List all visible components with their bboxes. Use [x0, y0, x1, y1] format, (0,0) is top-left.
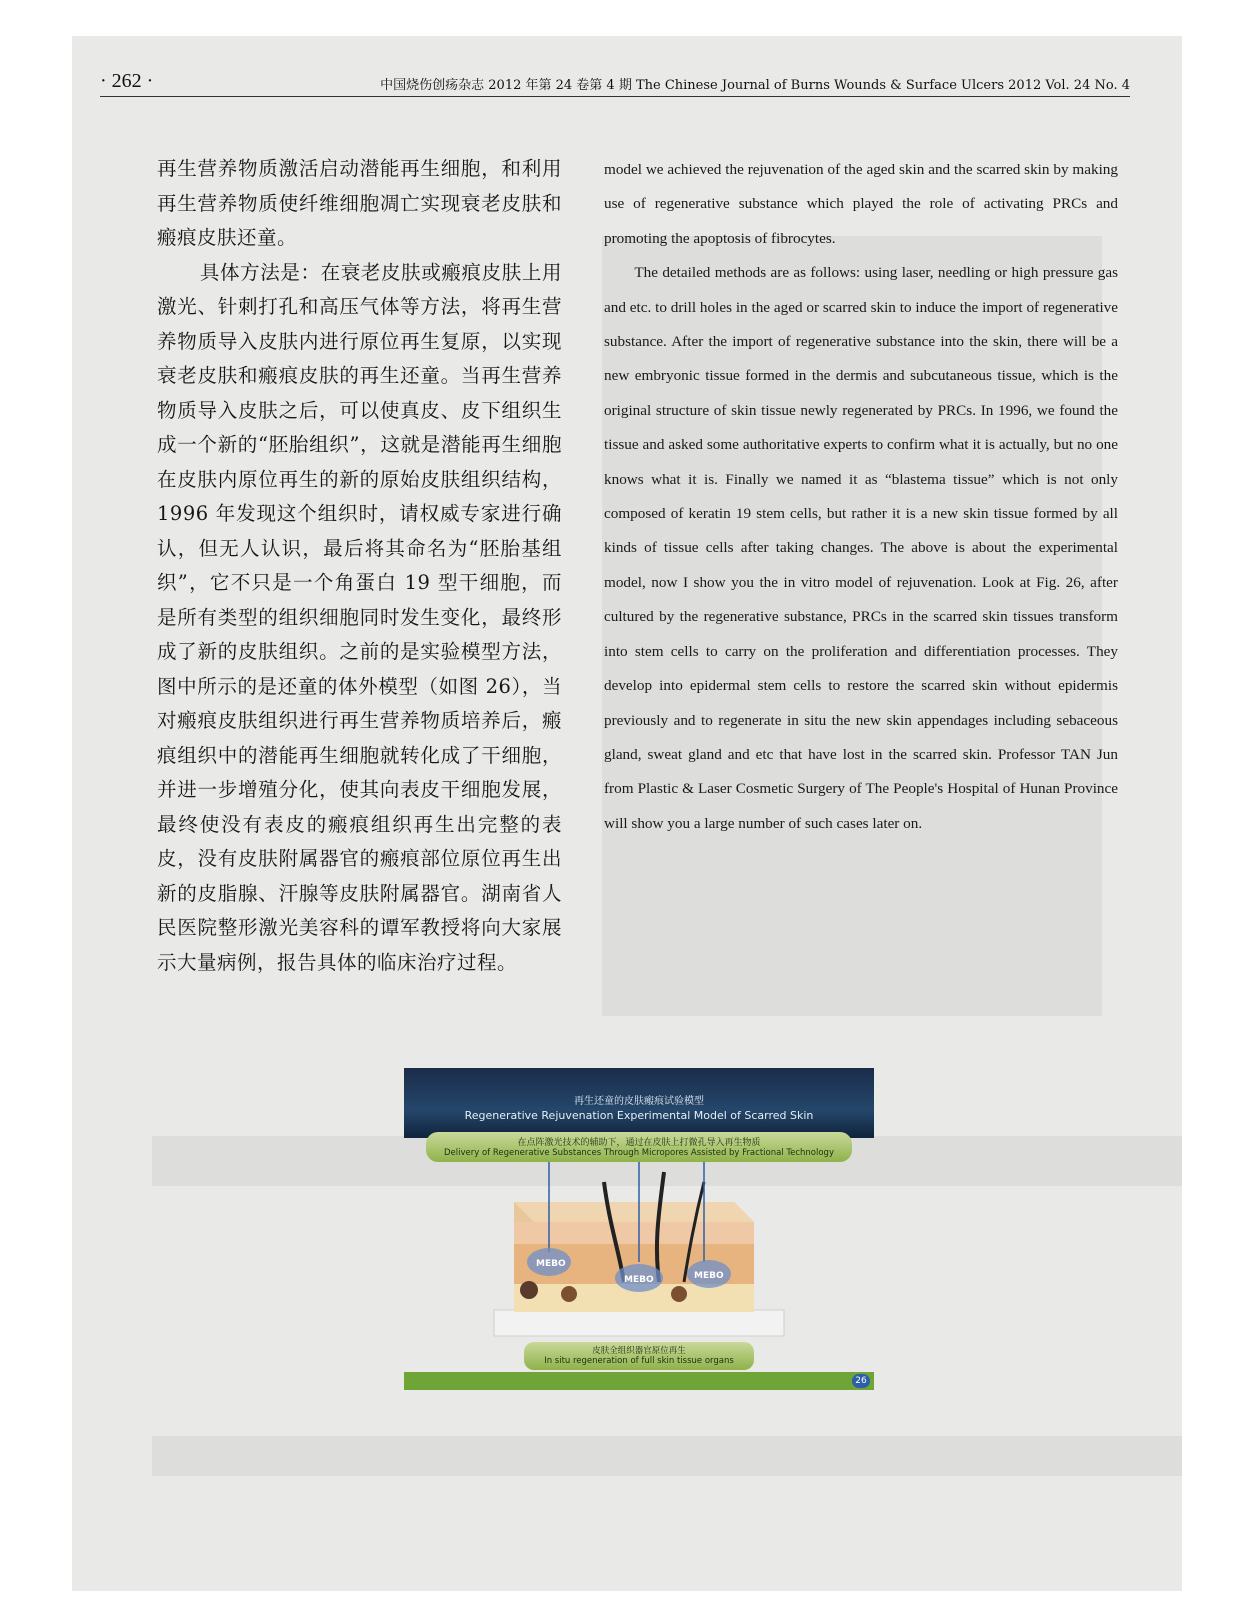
- regeneration-label-en: In situ regeneration of full skin tissue organs: [544, 1356, 734, 1366]
- page-number: · 262 ·: [100, 70, 154, 92]
- delivery-band-en: Delivery of Regenerative Substances Through Micropores Assisted by Fractional Technology: [444, 1148, 834, 1158]
- skin-model-illustration: [404, 1162, 874, 1342]
- chinese-text-column: [157, 152, 562, 980]
- figure-26: [404, 1068, 874, 1408]
- epidermis-layer: [514, 1222, 754, 1244]
- figure-footer-bar: [404, 1372, 874, 1390]
- english-text-column: [604, 153, 1118, 841]
- model-base: [494, 1310, 784, 1336]
- english-paragraph-1: model we achieved the rejuvenation of the aged skin and the scarred skin by making use of regenerative substance which played the role of activating PRCs and promoting the apoptosis of fibrocytes.: [604, 161, 1118, 247]
- figure-regeneration-label: [524, 1342, 754, 1370]
- gland-1: [520, 1281, 538, 1299]
- figure-title-en: Regenerative Rejuvenation Experimental Model of Scarred Skin: [464, 1109, 814, 1122]
- figure-title-banner: [404, 1068, 874, 1138]
- mebo-label-2: MEBO: [624, 1275, 654, 1285]
- skin-surface: [514, 1202, 754, 1222]
- mebo-label-3: MEBO: [694, 1271, 724, 1281]
- figure-number-badge: 26: [852, 1374, 870, 1388]
- running-header: [100, 70, 1130, 97]
- running-head-text: 中国烧伤创疡杂志 2012 年第 24 卷第 4 期 The Chinese Journal of Burns Wounds & Surface Ulcers 2012 Vol. 24 No. 4: [380, 78, 1130, 93]
- figure-title-cn: 再生还童的皮肤瘢痕试验模型: [574, 1096, 704, 1107]
- bleed-through-footer: [152, 1436, 1182, 1476]
- mebo-label-1: MEBO: [536, 1259, 566, 1269]
- chinese-paragraph-1: 再生营养物质激活启动潜能再生细胞，和利用再生营养物质使纤维细胞凋亡实现衰老皮肤和瘢痕皮肤还童。: [157, 157, 562, 249]
- regeneration-label-cn: 皮肤全组织器官原位再生: [592, 1346, 686, 1356]
- gland-2: [561, 1286, 577, 1302]
- figure-delivery-band: [426, 1132, 852, 1162]
- english-paragraph-2: The detailed methods are as follows: using laser, needling or high pressure gas and etc. to drill holes in the aged or scarred skin to induce the import of regenerative substance. After the import of regenerative substance into the skin, there will be a new embryonic tissue formed in the dermis and subcutaneous tissue, which is the original structure of skin tissue newly regenerated by PRCs. In 1996, we found the tissue and asked some authoritative experts to confirm what it is actually, but no one knows what it is. Finally we named it as “blastema tissue” which is not only composed of keratin 19 stem cells, but rather it is a new skin tissue formed by all kinds of tissue cells after taking changes. The above is about the experimental model, now I show you the in vitro model of rejuvenation. Look at Fig. 26, after cultured by the regenerative substance, PRCs in the scarred skin tissues transform into stem cells to carry on the proliferation and differentiation processes. They develop into epidermal stem cells to restore the scarred skin without epidermis previously and to regenerate in situ the new skin appendages including sebaceous gland, sweat gland and etc that have lost in the scarred skin. Professor TAN Jun from Plastic & Laser Cosmetic Surgery of The People's Hospital of Hunan Province will show you a large number of such cases later on.: [604, 264, 1118, 832]
- delivery-band-cn: 在点阵激光技术的辅助下，通过在皮肤上打微孔导入再生物质: [517, 1138, 761, 1148]
- chinese-paragraph-2: 具体方法是：在衰老皮肤或瘢痕皮肤上用激光、针刺打孔和高压气体等方法，将再生营养物质导入皮肤内进行原位再生复原，以实现衰老皮肤和瘢痕皮肤的再生还童。当再生营养物质导入皮肤之后，可以使真皮、皮下组织生成一个新的“胚胎组织”，这就是潜能再生细胞在皮肤内原位再生的新的原始皮肤组织结构，1996 年发现这个组织时，请权威专家进行确认，但无人认识，最后将其命名为“胚胎基组织”，它不只是一个角蛋白 19 型干细胞，而是所有类型的组织细胞同时发生变化，最终形成了新的皮肤组织。之前的是实验模型方法，图中所示的是还童的体外模型（如图 26），当对瘢痕皮肤组织进行再生营养物质培养后，瘢痕组织中的潜能再生细胞就转化成了干细胞，并进一步增殖分化，使其向表皮干细胞发展，最终使没有表皮的瘢痕组织再生出完整的表皮，没有皮肤附属器官的瘢痕部位原位再生出新的皮脂腺、汗腺等皮肤附属器官。湖南省人民医院整形激光美容科的谭军教授将向大家展示大量病例，报告具体的临床治疗过程。: [157, 260, 562, 974]
- gland-3: [671, 1286, 687, 1302]
